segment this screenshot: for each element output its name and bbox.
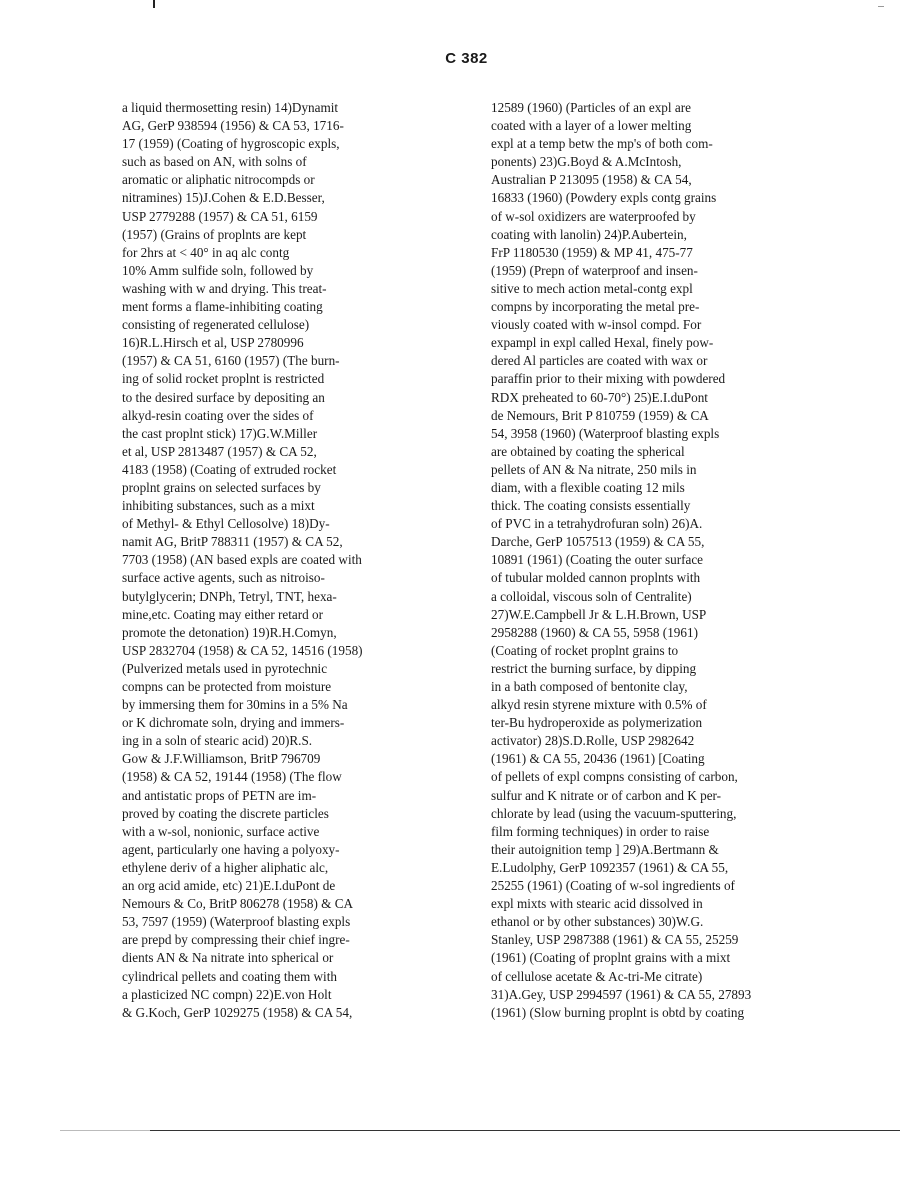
text-line: compns can be protected from moisture bbox=[122, 679, 332, 694]
text-line: dients AN & Na nitrate into spherical or bbox=[122, 950, 334, 966]
text-line: 16)R.L.Hirsch et al, USP 2780996 bbox=[122, 335, 304, 351]
text-line: consisting of regenerated cellulose) bbox=[122, 317, 310, 333]
text-line: aromatic or aliphatic nitrocompds or bbox=[122, 172, 315, 188]
text-line: nitramines) 15)J.Cohen & E.D.Besser, bbox=[122, 190, 325, 206]
text-line: inhibiting substances, such as a mixt bbox=[122, 498, 315, 514]
text-line: Gow & J.F.Williamson, BritP 796709 bbox=[122, 751, 321, 767]
right-text-column bbox=[491, 99, 821, 1022]
text-line: (Pulverized metals used in pyrotechnic bbox=[122, 660, 328, 676]
text-line: a plasticized NC compn) 22)E.von Holt bbox=[122, 986, 332, 1002]
text-line: to the desired surface by depositing an bbox=[122, 389, 325, 405]
text-line: are obtained by coating the spherical bbox=[491, 443, 685, 459]
text-line: and antistatic props of PETN are im- bbox=[122, 787, 317, 803]
text-line: of cellulose acetate & Ac-tri-Me citrate) bbox=[491, 968, 703, 984]
corner-scan-mark bbox=[878, 6, 884, 7]
text-line: of w-sol oxidizers are waterproofed by bbox=[491, 208, 696, 224]
text-line: expl mixts with stearic acid dissolved in bbox=[491, 896, 703, 912]
text-line: restrict the burning surface, by dipping bbox=[491, 660, 697, 676]
text-line: a liquid thermosetting resin) 14)Dynamit bbox=[122, 100, 339, 115]
text-line: their autoignition temp ] 29)A.Bertmann & bbox=[491, 841, 719, 857]
text-line: expl at a temp betw the mp's of both com- bbox=[491, 136, 713, 152]
text-line: film forming techniques) in order to raise bbox=[491, 823, 710, 839]
text-line: proved by coating the discrete particles bbox=[122, 805, 329, 821]
text-line: (1961) (Coating of proplnt grains with a mixt bbox=[491, 950, 731, 966]
text-line: FrP 1180530 (1959) & MP 41, 475-77 bbox=[491, 244, 693, 260]
text-line: butylglycerin; DNPh, Tetryl, TNT, hexa- bbox=[122, 588, 337, 604]
text-line: USP 2779288 (1957) & CA 51, 6159 bbox=[122, 208, 318, 224]
text-line: (1957) & CA 51, 6160 (1957) (The burn- bbox=[122, 353, 340, 369]
text-line: dered Al particles are coated with wax or bbox=[491, 353, 708, 369]
text-line: paraffin prior to their mixing with powdered bbox=[491, 371, 726, 387]
text-line: are prepd by compressing their chief ingre- bbox=[122, 932, 350, 948]
text-line: for 2hrs at < 40° in aq alc contg bbox=[122, 244, 290, 260]
text-line: in a bath composed of bentonite clay, bbox=[491, 679, 688, 694]
text-line: 12589 (1960) (Particles of an expl are bbox=[491, 100, 691, 115]
text-line: alkyd-resin coating over the sides of bbox=[122, 407, 314, 423]
footer-rule-faint bbox=[60, 1130, 150, 1131]
text-line: activator) 28)S.D.Rolle, USP 2982642 bbox=[491, 733, 695, 749]
text-line: 17 (1959) (Coating of hygroscopic expls, bbox=[122, 136, 340, 152]
text-line: diam, with a flexible coating 12 mils bbox=[491, 479, 685, 495]
text-line: the cast proplnt stick) 17)G.W.Miller bbox=[122, 425, 318, 441]
text-line: ethanol or by other substances) 30)W.G. bbox=[491, 914, 704, 930]
text-line: et al, USP 2813487 (1957) & CA 52, bbox=[122, 443, 317, 459]
text-line: agent, particularly one having a polyoxy- bbox=[122, 841, 340, 857]
text-line: of PVC in a tetrahydrofuran soln) 26)A. bbox=[491, 516, 703, 532]
text-line: (1959) (Prepn of waterproof and insen- bbox=[491, 262, 698, 278]
text-line: Stanley, USP 2987388 (1961) & CA 55, 25259 bbox=[491, 932, 739, 948]
text-line: (Coating of rocket proplnt grains to bbox=[491, 642, 679, 658]
text-line: ment forms a flame-inhibiting coating bbox=[122, 299, 323, 315]
text-line: ter-Bu hydroperoxide as polymerization bbox=[491, 715, 703, 731]
text-line: 54, 3958 (1960) (Waterproof blasting expls bbox=[491, 425, 720, 441]
text-line: 4183 (1958) (Coating of extruded rocket bbox=[122, 461, 337, 477]
left-text-column bbox=[122, 99, 462, 1022]
text-line: surface active agents, such as nitroiso- bbox=[122, 570, 325, 586]
text-line: 7703 (1958) (AN based expls are coated with bbox=[122, 552, 362, 568]
text-line: (1961) & CA 55, 20436 (1961) [Coating bbox=[491, 751, 705, 767]
text-line: such as based on AN, with solns of bbox=[122, 154, 307, 170]
text-line: expampl in expl called Hexal, finely pow- bbox=[491, 335, 714, 351]
text-line: ethylene deriv of a higher aliphatic alc, bbox=[122, 859, 329, 875]
text-line: ing in a soln of stearic acid) 20)R.S. bbox=[122, 733, 313, 749]
text-line: de Nemours, Brit P 810759 (1959) & CA bbox=[491, 407, 709, 423]
text-line: 10% Amm sulfide soln, followed by bbox=[122, 262, 314, 278]
text-line: of tubular molded cannon proplnts with bbox=[491, 570, 701, 586]
text-line: Darche, GerP 1057513 (1959) & CA 55, bbox=[491, 534, 705, 550]
text-line: AG, GerP 938594 (1956) & CA 53, 1716- bbox=[122, 118, 344, 134]
text-line: RDX preheated to 60-70°) 25)E.I.duPont bbox=[491, 389, 708, 405]
text-line: 31)A.Gey, USP 2994597 (1961) & CA 55, 27893 bbox=[491, 986, 752, 1002]
text-line: thick. The coating consists essentially bbox=[491, 498, 691, 514]
text-line: chlorate by lead (using the vacuum-sputtering, bbox=[491, 805, 737, 821]
text-line: 16833 (1960) (Powdery expls contg grains bbox=[491, 190, 717, 206]
text-line: washing with w and drying. This treat- bbox=[122, 280, 327, 296]
text-line: namit AG, BritP 788311 (1957) & CA 52, bbox=[122, 534, 343, 550]
text-line: alkyd resin styrene mixture with 0.5% of bbox=[491, 697, 707, 713]
text-line: ing of solid rocket proplnt is restricted bbox=[122, 371, 325, 387]
text-line: or K dichromate soln, drying and immers- bbox=[122, 715, 345, 731]
text-line: pellets of AN & Na nitrate, 250 mils in bbox=[491, 461, 697, 477]
text-line: an org acid amide, etc) 21)E.I.duPont de bbox=[122, 878, 336, 894]
text-line: 53, 7597 (1959) (Waterproof blasting expls bbox=[122, 914, 351, 930]
text-line: viously coated with w-insol compd. For bbox=[491, 317, 702, 333]
text-line: (1958) & CA 52, 19144 (1958) (The flow bbox=[122, 769, 342, 785]
text-line: (1961) (Slow burning proplnt is obtd by coating bbox=[491, 1004, 745, 1020]
text-line: cylindrical pellets and coating them with bbox=[122, 968, 337, 984]
text-line: of pellets of expl compns consisting of carbon, bbox=[491, 769, 738, 785]
text-line: ponents) 23)G.Boyd & A.McIntosh, bbox=[491, 154, 682, 170]
text-line: promote the detonation) 19)R.H.Comyn, bbox=[122, 624, 337, 640]
text-line: with a w-sol, nonionic, surface active bbox=[122, 823, 320, 839]
text-line: sitive to mech action metal-contg expl bbox=[491, 280, 693, 296]
page-edge-mark bbox=[153, 0, 155, 8]
text-line: by immersing them for 30mins in a 5% Na bbox=[122, 697, 348, 713]
text-line: coating with lanolin) 24)P.Aubertein, bbox=[491, 226, 687, 242]
text-line: of Methyl- & Ethyl Cellosolve) 18)Dy- bbox=[122, 516, 330, 532]
footer-rule bbox=[150, 1130, 900, 1131]
text-line: 27)W.E.Campbell Jr & L.H.Brown, USP bbox=[491, 606, 707, 622]
text-line: 2958288 (1960) & CA 55, 5958 (1961) bbox=[491, 624, 698, 640]
text-line: E.Ludolphy, GerP 1092357 (1961) & CA 55, bbox=[491, 859, 729, 875]
text-line: compns by incorporating the metal pre- bbox=[491, 299, 700, 315]
text-line: 10891 (1961) (Coating the outer surface bbox=[491, 552, 704, 568]
text-line: Nemours & Co, BritP 806278 (1958) & CA bbox=[122, 896, 354, 912]
text-line: a colloidal, viscous soln of Centralite) bbox=[491, 588, 692, 604]
text-line: proplnt grains on selected surfaces by bbox=[122, 479, 321, 495]
page-number: C 382 bbox=[445, 50, 488, 67]
text-line: Australian P 213095 (1958) & CA 54, bbox=[491, 172, 692, 188]
text-line: & G.Koch, GerP 1029275 (1958) & CA 54, bbox=[122, 1004, 353, 1020]
text-line: coated with a layer of a lower melting bbox=[491, 118, 692, 134]
text-line: USP 2832704 (1958) & CA 52, 14516 (1958) bbox=[122, 642, 363, 658]
text-line: sulfur and K nitrate or of carbon and K per- bbox=[491, 787, 722, 803]
text-line: 25255 (1961) (Coating of w-sol ingredients of bbox=[491, 878, 735, 894]
text-line: mine,etc. Coating may either retard or bbox=[122, 606, 324, 622]
text-line: (1957) (Grains of proplnts are kept bbox=[122, 226, 307, 242]
